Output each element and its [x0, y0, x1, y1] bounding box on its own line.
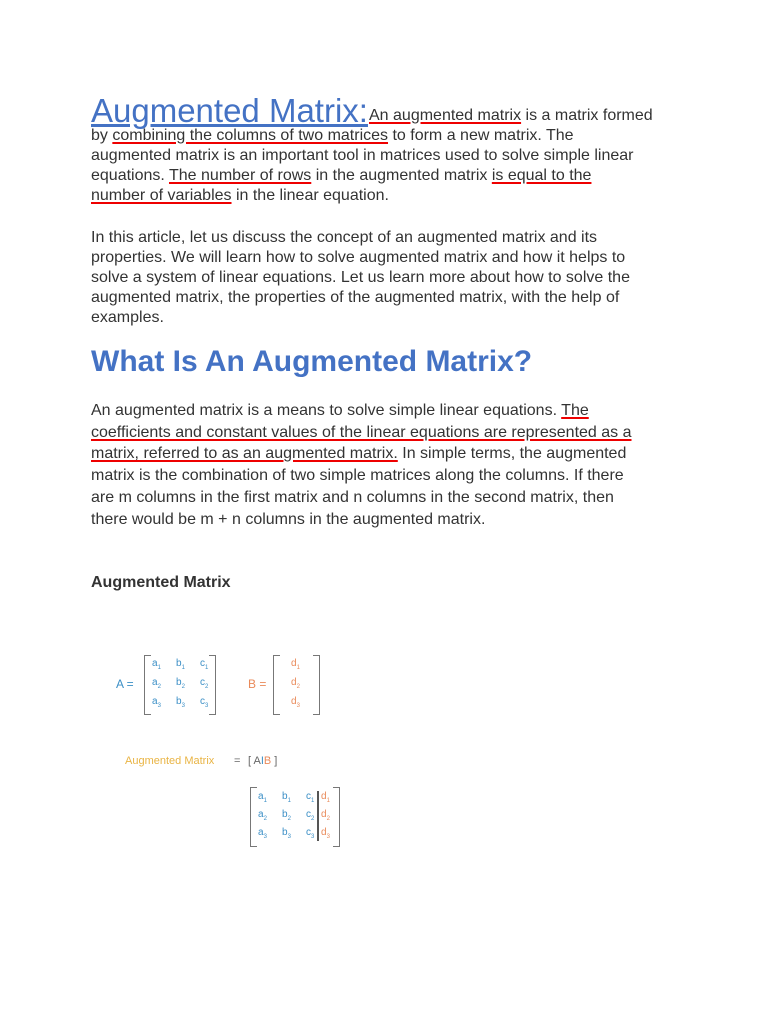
- entry-index: 2: [326, 816, 330, 822]
- aib-close: ]: [271, 755, 278, 767]
- matrix-entry: [282, 809, 291, 822]
- matrix-b-label: B =: [248, 677, 267, 691]
- entry-var: c: [306, 809, 311, 820]
- text-segment: augmented matrix, the properties of the augmented matrix, with the help of: [91, 289, 620, 306]
- entry-index: 1: [287, 798, 291, 804]
- text-line: [91, 186, 389, 206]
- text-line: [91, 248, 625, 268]
- entry-var: b: [176, 677, 182, 688]
- bracket-left: [144, 655, 151, 715]
- text-line: [91, 444, 626, 464]
- text-line: [91, 308, 164, 328]
- entry-index: 2: [296, 684, 300, 690]
- matrix-entry: [152, 658, 161, 671]
- entry-var: d: [321, 827, 327, 838]
- text-line: [369, 106, 653, 126]
- matrix-entry: [176, 696, 185, 709]
- entry-index: 3: [205, 703, 209, 709]
- augment-divider: [317, 791, 319, 841]
- entry-var: d: [291, 696, 297, 707]
- underlined-phrase: An augmented matrix: [369, 107, 522, 124]
- text-line: [91, 288, 619, 308]
- entry-var: a: [258, 809, 264, 820]
- matrix-entry: [200, 677, 208, 690]
- entry-index: 3: [181, 703, 185, 709]
- entry-index: 2: [263, 816, 267, 822]
- section-heading: What Is An Augmented Matrix?: [91, 345, 533, 378]
- aib-b: B: [263, 755, 272, 767]
- entry-var: b: [282, 791, 288, 802]
- entry-var: c: [200, 696, 205, 707]
- entry-index: 2: [311, 816, 315, 822]
- text-segment: In simple terms, the augmented: [397, 445, 627, 463]
- entry-index: 1: [263, 798, 267, 804]
- matrix-entry: [306, 809, 314, 822]
- matrix-entry: [321, 809, 330, 822]
- text-line: [91, 268, 630, 288]
- bracket-left: [273, 655, 280, 715]
- text-segment: properties. We will learn how to solve augmented matrix and how it helps to: [91, 249, 626, 266]
- bracket-right: [313, 655, 320, 715]
- underlined-phrase: coefficients and constant values of the linear equations are represented as a: [91, 423, 632, 441]
- entry-var: a: [152, 677, 158, 688]
- entry-var: c: [200, 658, 205, 669]
- text-line: [91, 146, 633, 166]
- entry-index: 3: [311, 834, 315, 840]
- matrix-entry: [306, 827, 314, 840]
- text-line: [91, 126, 574, 146]
- entry-var: c: [200, 677, 205, 688]
- bracket-right: [209, 655, 216, 715]
- entry-index: 1: [181, 665, 185, 671]
- figure-heading: Augmented Matrix: [91, 574, 231, 591]
- text-segment: to form a new matrix. The: [388, 127, 574, 144]
- aib-sep: I: [260, 755, 264, 767]
- underlined-phrase: The number of rows: [169, 167, 312, 184]
- matrix-entry: [321, 827, 330, 840]
- text-segment: is a matrix formed: [521, 107, 653, 124]
- matrix-entry: [282, 827, 291, 840]
- underlined-phrase: is equal to the: [491, 167, 592, 184]
- entry-index: 2: [205, 684, 209, 690]
- text-segment: In this article, let us discuss the concept of an augmented matrix and its: [91, 229, 598, 246]
- entry-index: 3: [157, 703, 161, 709]
- entry-var: b: [176, 658, 182, 669]
- text-segment: augmented matrix is an important tool in matrices used to solve simple linear: [91, 147, 634, 164]
- text-segment: matrix is the combination of two simple matrices along the columns. If there: [91, 467, 624, 485]
- underlined-phrase: matrix, referred to as an augmented matrix.: [91, 445, 398, 463]
- aib-open: [ A: [248, 755, 261, 767]
- matrix-entry: [291, 696, 300, 709]
- text-line: [91, 401, 589, 421]
- text-line: [91, 510, 485, 530]
- matrix-entry: [152, 677, 161, 690]
- title-heading: Augmented Matrix:: [91, 92, 368, 129]
- entry-var: a: [258, 791, 264, 802]
- entry-var: c: [306, 791, 311, 802]
- entry-var: c: [306, 827, 311, 838]
- entry-var: a: [258, 827, 264, 838]
- entry-var: a: [152, 658, 158, 669]
- augmented-label: Augmented Matrix: [125, 755, 215, 767]
- text-segment: equations.: [91, 167, 169, 184]
- matrix-entry: [176, 658, 185, 671]
- matrix-entry: [200, 658, 208, 671]
- text-segment: there would be m + n columns in the augmented matrix.: [91, 510, 486, 528]
- text-segment: are m columns in the first matrix and n columns in the second matrix, then: [91, 488, 614, 506]
- text-segment: in the linear equation.: [231, 187, 389, 204]
- underlined-phrase: combining the columns of two matrices: [112, 127, 389, 144]
- text-segment: examples.: [91, 309, 164, 326]
- matrix-entry: [306, 791, 314, 804]
- text-segment: An augmented matrix is a means to solve simple linear equations.: [91, 402, 562, 419]
- bracket-right: [333, 787, 340, 847]
- entry-var: d: [321, 809, 327, 820]
- aib-notation: [248, 755, 277, 767]
- text-segment: solve a system of linear equations. Let us learn more about how to solve the: [91, 269, 630, 286]
- matrix-entry: [258, 809, 267, 822]
- entry-index: 2: [157, 684, 161, 690]
- matrix-entry: [152, 696, 161, 709]
- entry-var: d: [291, 677, 297, 688]
- text-segment: in the augmented matrix: [311, 167, 492, 184]
- entry-index: 1: [296, 665, 300, 671]
- entry-index: 3: [326, 834, 330, 840]
- matrix-entry: [176, 677, 185, 690]
- entry-index: 3: [296, 703, 300, 709]
- matrix-entry: [321, 791, 330, 804]
- underlined-phrase: number of variables: [91, 187, 232, 204]
- matrix-entry: [282, 791, 291, 804]
- entry-var: b: [176, 696, 182, 707]
- text-line: [91, 423, 632, 443]
- entry-var: b: [282, 809, 288, 820]
- entry-var: d: [321, 791, 327, 802]
- entry-var: d: [291, 658, 297, 669]
- entry-index: 2: [181, 684, 185, 690]
- matrix-entry: [200, 696, 208, 709]
- equals-sign: =: [234, 755, 241, 767]
- matrix-a-label: A =: [116, 677, 134, 691]
- entry-index: 3: [263, 834, 267, 840]
- text-line: [91, 488, 614, 508]
- entry-index: 1: [157, 665, 161, 671]
- entry-index: 3: [287, 834, 291, 840]
- text-segment: by: [91, 127, 113, 144]
- text-line: [91, 466, 624, 486]
- matrix-entry: [258, 827, 267, 840]
- text-line: [91, 166, 591, 186]
- entry-var: b: [282, 827, 288, 838]
- bracket-left: [250, 787, 257, 847]
- entry-var: a: [152, 696, 158, 707]
- matrix-entry: [291, 677, 300, 690]
- matrix-entry: [258, 791, 267, 804]
- entry-index: 2: [287, 816, 291, 822]
- text-line: [91, 228, 597, 248]
- matrix-entry: [291, 658, 300, 671]
- underlined-phrase: The: [561, 402, 589, 419]
- entry-index: 1: [311, 798, 315, 804]
- entry-index: 1: [326, 798, 330, 804]
- entry-index: 1: [205, 665, 209, 671]
